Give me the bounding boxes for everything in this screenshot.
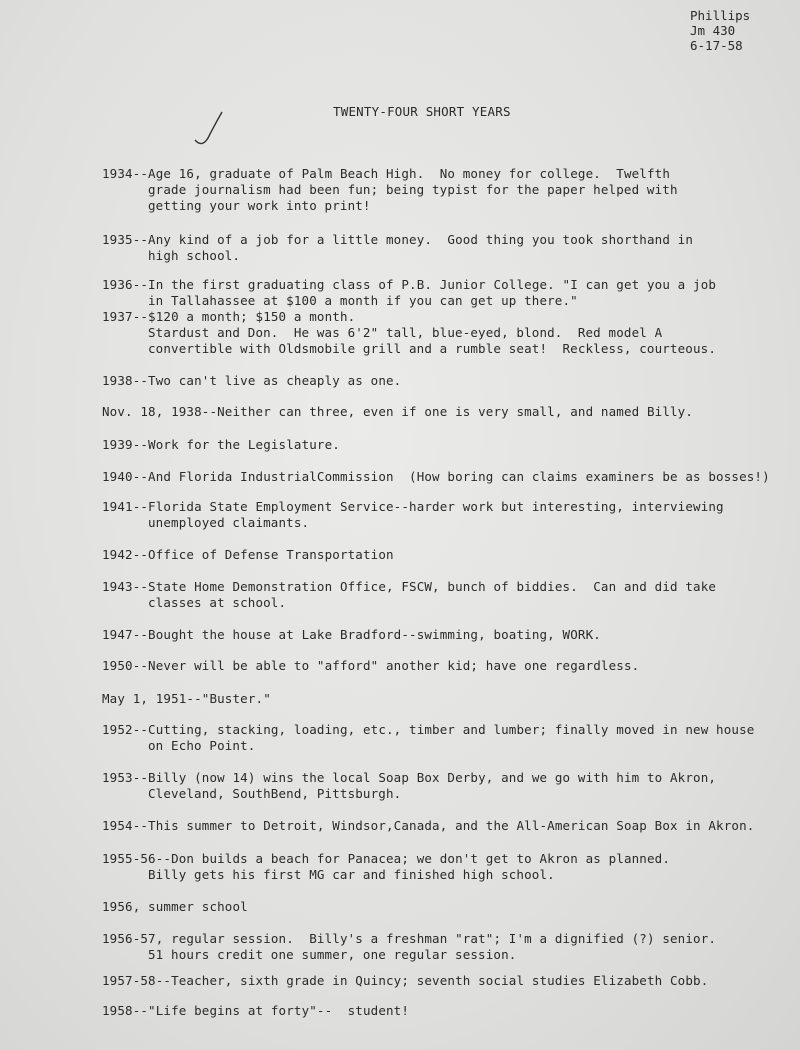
entry-continuation-line: Billy gets his first MG car and finished high school.	[148, 867, 555, 882]
entry-first-line: Nov. 18, 1938--Neither can three, even if one is very small, and named Billy.	[102, 404, 694, 419]
entry-continuation-line: classes at school.	[148, 595, 287, 610]
timeline-entry	[102, 499, 792, 531]
entry-continuation-line: 51 hours credit one summer, one regular session.	[148, 947, 517, 962]
timeline-entry	[102, 232, 792, 264]
timeline-entry	[102, 469, 792, 485]
timeline-entry	[102, 579, 792, 611]
entry-first-line: 1938--Two can't live as cheaply as one.	[102, 373, 402, 388]
entry-first-line: 1956, summer school	[102, 899, 248, 914]
timeline-entry	[102, 973, 792, 989]
entry-first-line: 1958--"Life begins at forty"-- student!	[102, 1003, 410, 1018]
entry-continuation-line: Cleveland, SouthBend, Pittsburgh.	[148, 786, 402, 801]
entry-first-line: 1947--Bought the house at Lake Bradford--swimming, boating, WORK.	[102, 627, 601, 642]
entry-continuation-line: getting your work into print!	[148, 198, 371, 213]
header-name: Phillips	[690, 8, 751, 23]
entry-first-line: 1935--Any kind of a job for a little money. Good thing you took shorthand in	[102, 232, 694, 247]
entry-first-line: 1936--In the first graduating class of P.B. Junior College. "I can get you a job	[102, 277, 717, 292]
entry-first-line: 1934--Age 16, graduate of Palm Beach High. No money for college. Twelfth	[102, 166, 670, 181]
timeline-entry	[102, 722, 792, 754]
entry-first-line: 1940--And Florida IndustrialCommission (How boring can claims examiners be as bosses!)	[102, 469, 770, 484]
entry-continuation-line: Stardust and Don. He was 6'2" tall, blue-eyed, blond. Red model A	[148, 325, 663, 340]
timeline-entry	[102, 851, 792, 883]
timeline-entry	[102, 309, 792, 357]
entry-continuation-line: unemployed claimants.	[148, 515, 310, 530]
timeline-entry	[102, 1003, 792, 1019]
entry-first-line: 1942--Office of Defense Transportation	[102, 547, 394, 562]
timeline-entry	[102, 818, 792, 834]
page-title: TWENTY-FOUR SHORT YEARS	[333, 104, 511, 119]
timeline-entry	[102, 770, 792, 802]
entry-continuation-line: high school.	[148, 248, 241, 263]
entry-first-line: 1954--This summer to Detroit, Windsor,Canada, and the All-American Soap Box in Akron.	[102, 818, 755, 833]
entry-first-line: 1937--$120 a month; $150 a month.	[102, 309, 356, 324]
timeline-entry	[102, 658, 792, 674]
timeline-entry	[102, 437, 792, 453]
timeline-entry	[102, 166, 792, 214]
entry-first-line: 1941--Florida State Employment Service--harder work but interesting, interviewing	[102, 499, 724, 514]
timeline-entry	[102, 547, 792, 563]
entry-first-line: 1943--State Home Demonstration Office, FSCW, bunch of biddies. Can and did take	[102, 579, 717, 594]
timeline-entry	[102, 627, 792, 643]
entry-first-line: 1957-58--Teacher, sixth grade in Quincy; seventh social studies Elizabeth Cobb.	[102, 973, 709, 988]
entry-first-line: 1955-56--Don builds a beach for Panacea; we don't get to Akron as planned.	[102, 851, 670, 866]
entry-first-line: May 1, 1951--"Buster."	[102, 691, 271, 706]
entry-continuation-line: convertible with Oldsmobile grill and a rumble seat! Reckless, courteous.	[148, 341, 716, 356]
header-course: Jm 430	[690, 23, 736, 38]
timeline-entry	[102, 277, 792, 309]
timeline-entry	[102, 373, 792, 389]
timeline-entry	[102, 691, 792, 707]
header-date: 6-17-58	[690, 38, 743, 53]
entry-first-line: 1953--Billy (now 14) wins the local Soap Box Derby, and we go with him to Akron,	[102, 770, 717, 785]
entry-first-line: 1939--Work for the Legislature.	[102, 437, 340, 452]
timeline-entry	[102, 404, 792, 420]
entry-first-line: 1950--Never will be able to "afford" another kid; have one regardless.	[102, 658, 640, 673]
checkmark-icon	[192, 108, 226, 148]
entry-continuation-line: grade journalism had been fun; being typist for the paper helped with	[148, 182, 678, 197]
entry-continuation-line: in Tallahassee at $100 a month if you can get up there."	[148, 293, 578, 308]
entry-first-line: 1956-57, regular session. Billy's a freshman "rat"; I'm a dignified (?) senior.	[102, 931, 717, 946]
timeline-entry	[102, 931, 792, 963]
entry-first-line: 1952--Cutting, stacking, loading, etc., timber and lumber; finally moved in new house	[102, 722, 755, 737]
entry-continuation-line: on Echo Point.	[148, 738, 256, 753]
timeline-entry	[102, 899, 792, 915]
